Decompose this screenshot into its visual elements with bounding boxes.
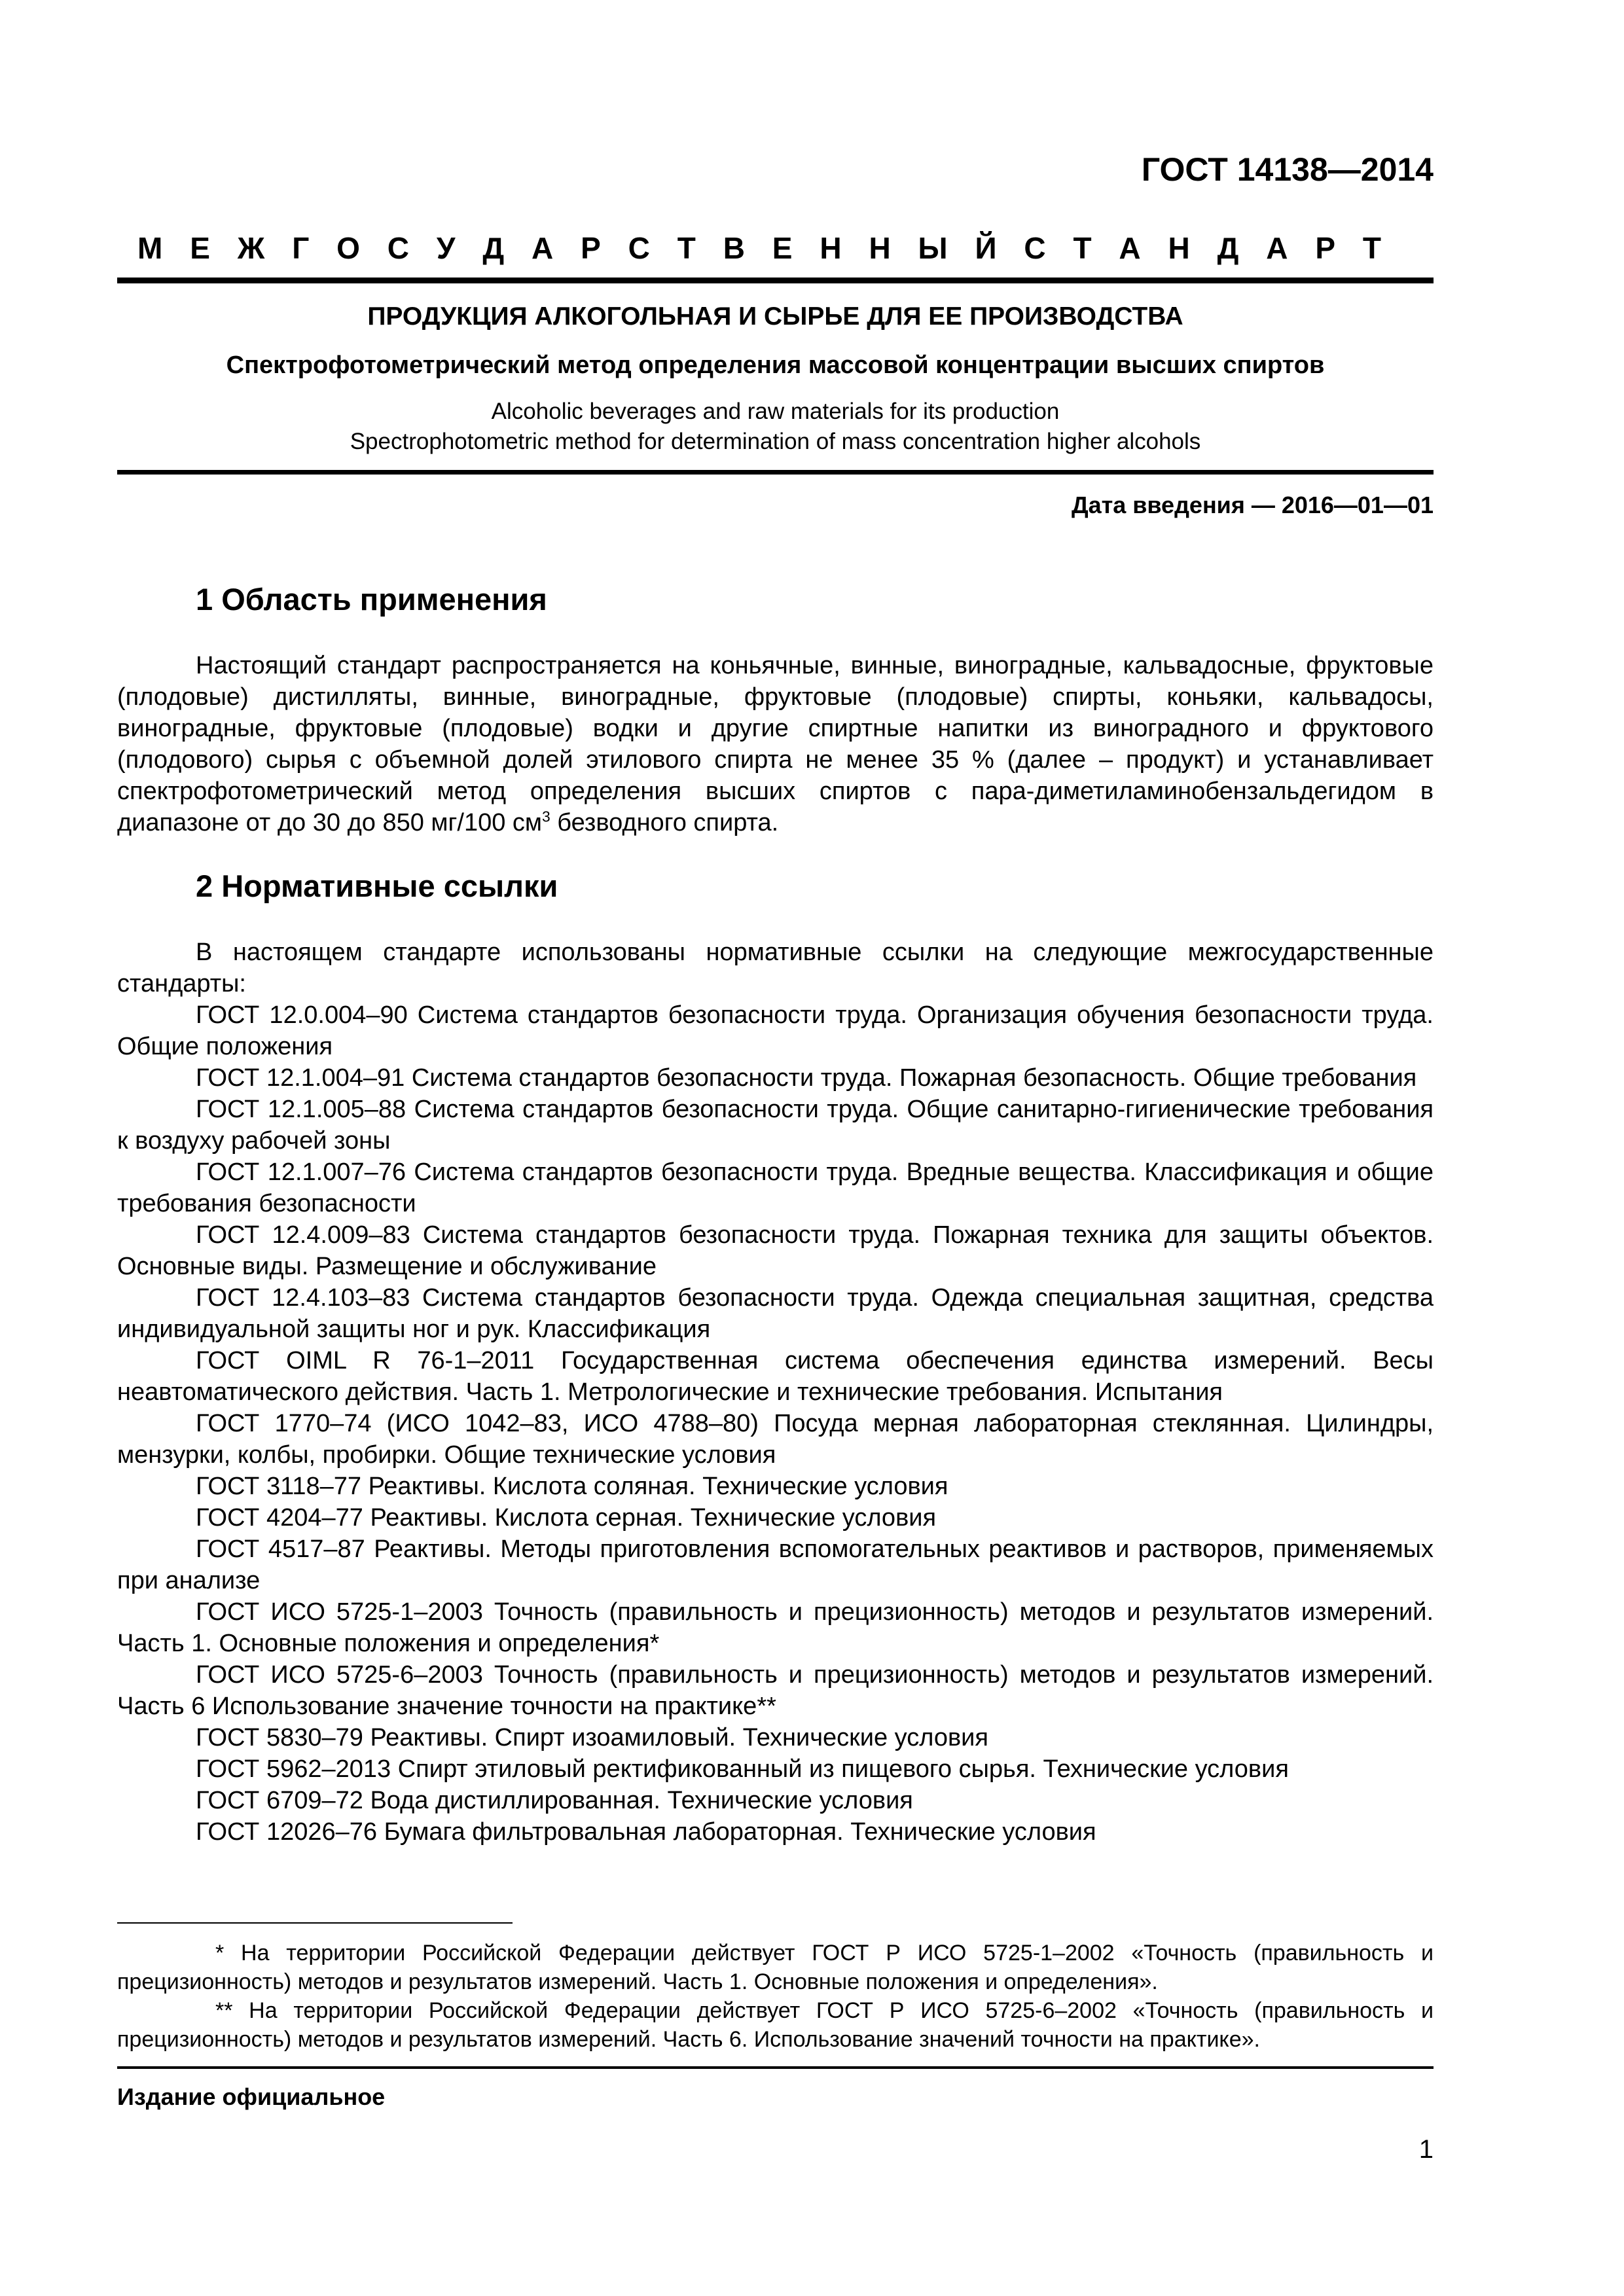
footnote-separator — [117, 1922, 513, 1924]
title-english-line-1: Alcoholic beverages and raw materials for its production — [491, 399, 1060, 424]
reference-item: ГОСТ ИСО 5725-1–2003 Точность (правильность и прецизионность) методов и результатов измерений. Часть 1. Основные положения и определения* — [117, 1598, 1434, 1657]
header-rule — [117, 278, 1434, 283]
section-1-title: 1 Область применения — [196, 582, 547, 617]
edition-label: Издание официальное — [117, 2083, 386, 2110]
reference-item: ГОСТ OIML R 76-1–2011 Государственная система обеспечения единства измерений. Весы неавтоматического действия. Часть 1. Метрологические и технические требования. Испытания — [117, 1347, 1434, 1406]
title-russian: ПРОДУКЦИЯ АЛКОГОЛЬНАЯ И СЫРЬЕ ДЛЯ ЕЕ ПРОИЗВОДСТВА — [367, 302, 1183, 331]
title-rule — [117, 470, 1434, 475]
reference-item: ГОСТ 5830–79 Реактивы. Спирт изоамиловый. Технические условия — [196, 1724, 988, 1751]
section-1-text: Настоящий стандарт распространяется на коньячные, винные, виноградные, кальвадосные, фруктовые (плодовые) дистилляты, винные, виноградные, фруктовые (плодовые) спирты, коньяки, кальвадосы, виноградные, фруктовые (плодовые) водки и другие спиртные напитки из виноградного и фруктового (плодового) сырья с объемной долей этилового спирта не менее 35 % (далее – продукт) и устанавливает спектрофотометрический метод определения высших спиртов с пара-диметиламинобензальдегидом в диапазоне от до 30 до 850 мг/100 см — [117, 652, 1434, 836]
section-1-text-end: безводного спирта. — [550, 809, 779, 836]
title-english-line-2: Spectrophotometric method for determination of mass concentration higher alcohols — [350, 429, 1201, 454]
gost-code: ГОСТ 14138—2014 — [1141, 151, 1434, 188]
reference-item: ГОСТ 4204–77 Реактивы. Кислота серная. Технические условия — [196, 1504, 937, 1532]
section-2-body — [117, 937, 1434, 1848]
reference-item: ГОСТ 12.4.009–83 Система стандартов безопасности труда. Пожарная техника для защиты объектов. Основные виды. Размещение и обслуживание — [117, 1221, 1434, 1280]
reference-item: ГОСТ 12.4.103–83 Система стандартов безопасности труда. Одежда специальная защитная, средства индивидуальной защиты ног и рук. Классификация — [117, 1284, 1434, 1343]
reference-item: ГОСТ 12.0.004–90 Система стандартов безопасности труда. Организация обучения безопасности труда. Общие положения — [117, 1001, 1434, 1060]
section-1-body — [117, 650, 1434, 838]
superscript-3: 3 — [542, 808, 550, 825]
reference-item: ГОСТ 1770–74 (ИСО 1042–83, ИСО 4788–80) Посуда мерная лабораторная стеклянная. Цилиндры, мензурки, колбы, пробирки. Общие технические условия — [117, 1410, 1434, 1469]
footnotes — [117, 1939, 1434, 2054]
section-2-intro: В настоящем стандарте использованы нормативные ссылки на следующие межгосударственные стандарты: — [117, 939, 1434, 997]
introduction-date: Дата введения — 2016—01—01 — [1071, 492, 1434, 518]
footnote-1: * На территории Российской Федерации действует ГОСТ Р ИСО 5725-1–2002 «Точность (правильность и прецизионность) методов и результатов измерений. Часть 1. Основные положения и определения». — [117, 1941, 1434, 1994]
section-1-paragraph — [117, 650, 1434, 838]
reference-item: ГОСТ 4517–87 Реактивы. Методы приготовления вспомогательных реактивов и растворов, применяемых при анализе — [117, 1535, 1434, 1594]
reference-item: ГОСТ 12.1.007–76 Система стандартов безопасности труда. Вредные вещества. Классификация и общие требования безопасности — [117, 1158, 1434, 1217]
reference-item: ГОСТ 5962–2013 Спирт этиловый ректификованный из пищевого сырья. Технические условия — [196, 1755, 1289, 1783]
section-2-title: 2 Нормативные ссылки — [196, 869, 558, 903]
reference-item: ГОСТ 3118–77 Реактивы. Кислота соляная. Технические условия — [196, 1473, 948, 1500]
reference-item: ГОСТ 6709–72 Вода дистиллированная. Технические условия — [196, 1787, 913, 1814]
footnote-2: ** На территории Российской Федерации действует ГОСТ Р ИСО 5725-6–2002 «Точность (правильность и прецизионность) методов и результатов измерений. Часть 6. Использование значений точности на практике». — [117, 1998, 1434, 2052]
reference-item: ГОСТ 12026–76 Бумага фильтровальная лабораторная. Технические условия — [196, 1818, 1096, 1846]
reference-item: ГОСТ 12.1.004–91 Система стандартов безопасности труда. Пожарная безопасность. Общие требования — [196, 1064, 1417, 1092]
reference-item: ГОСТ ИСО 5725-6–2003 Точность (правильность и прецизионность) методов и результатов измерений. Часть 6 Использование значение точности на практике** — [117, 1661, 1434, 1720]
footer-rule — [117, 2066, 1434, 2069]
subtitle-russian: Спектрофотометрический метод определения массовой концентрации высших спиртов — [226, 351, 1325, 379]
title-english — [117, 397, 1434, 457]
interstate-standard-label: М Е Ж Г О С У Д А Р С Т В Е Н Н Ы Й С Т А Н Д А Р Т — [137, 231, 1381, 265]
reference-item: ГОСТ 12.1.005–88 Система стандартов безопасности труда. Общие санитарно-гигиенические требования к воздуху рабочей зоны — [117, 1096, 1434, 1155]
page-number: 1 — [1418, 2135, 1434, 2164]
